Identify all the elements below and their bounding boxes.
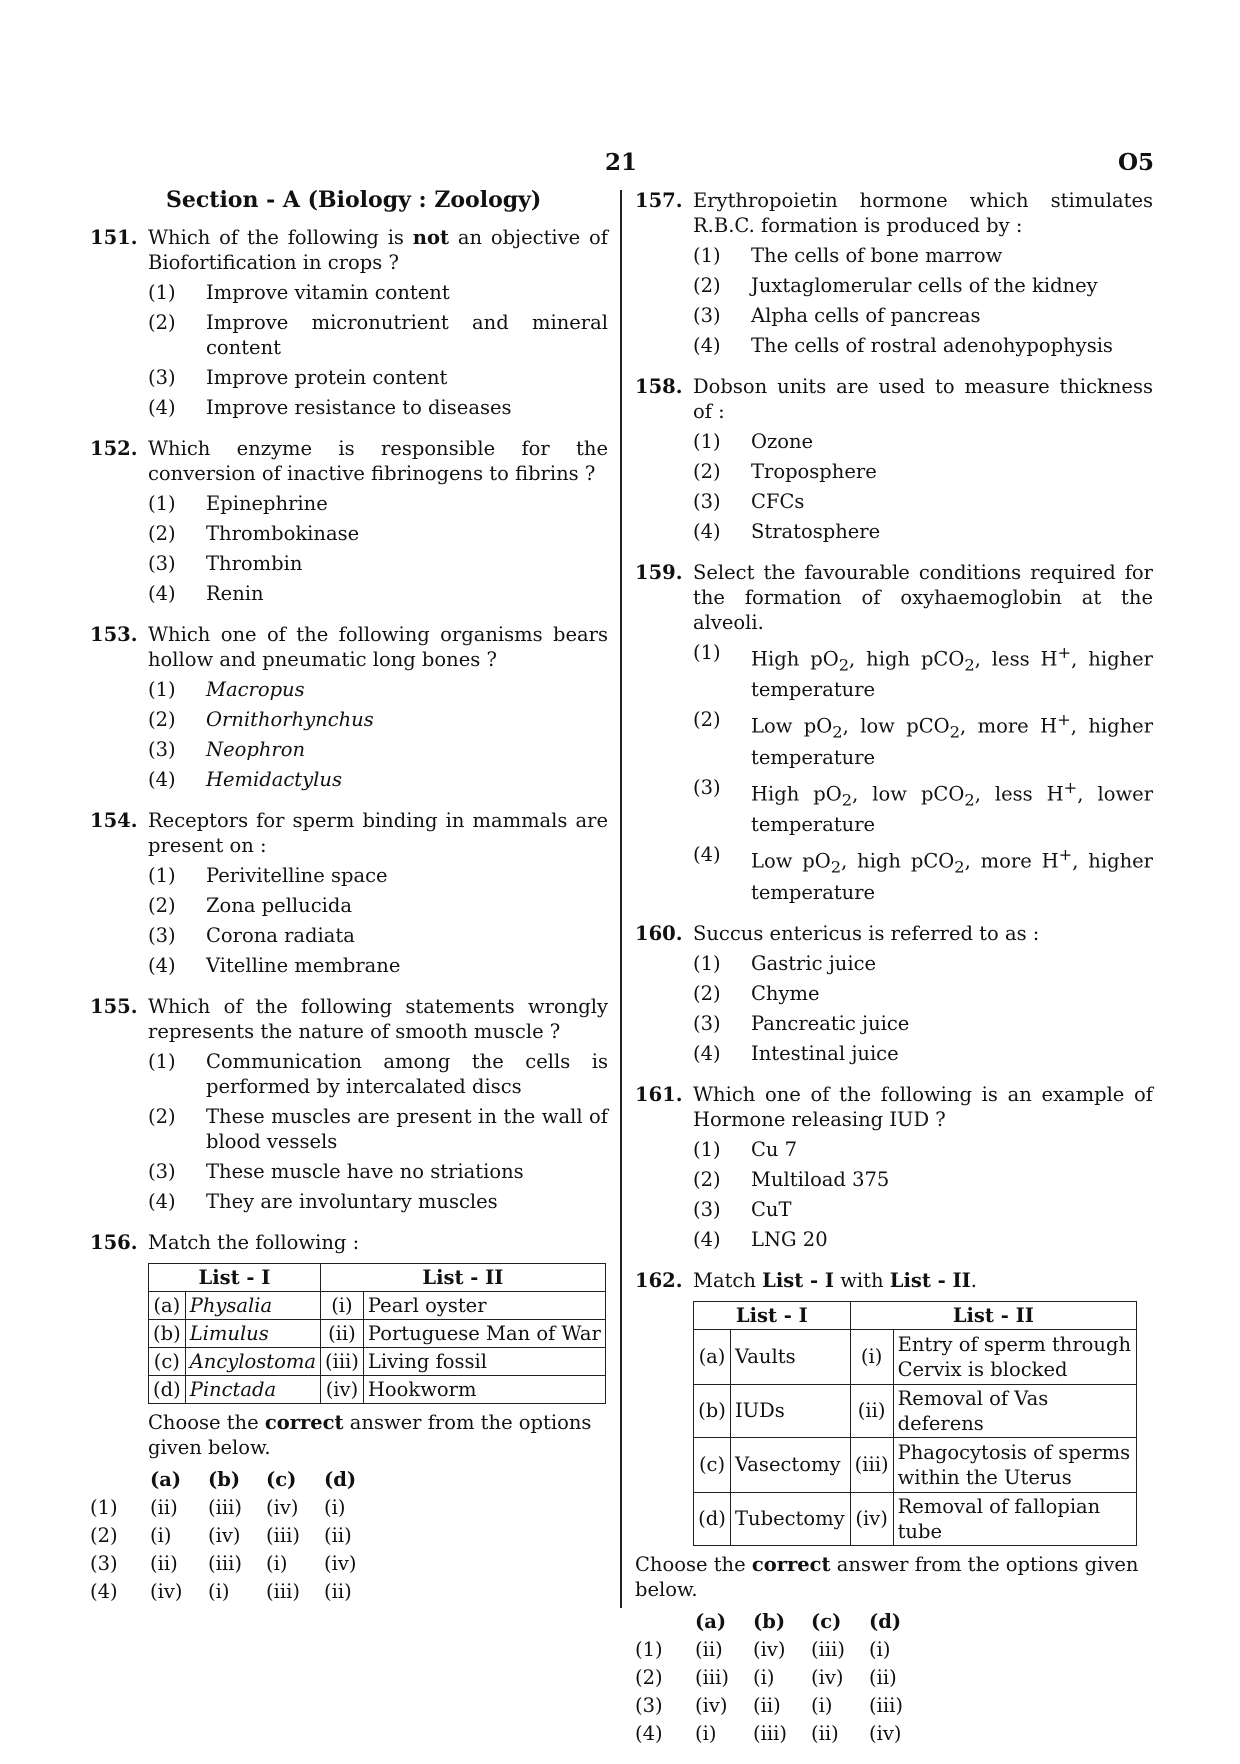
answer-option-2[interactable]: (2) bbox=[635, 1665, 663, 1689]
option-2[interactable]: (2) Zona pellucida bbox=[148, 894, 352, 917]
option-1[interactable]: (1) Ozone bbox=[693, 430, 814, 453]
question-161 bbox=[635, 1082, 1153, 1252]
option-4[interactable]: (4) Hemidactylus bbox=[148, 768, 342, 791]
table-row: (c) Vasectomy (iii) Phagocytosis of sperms within the Uterus bbox=[694, 1437, 1137, 1492]
question-154 bbox=[90, 808, 608, 978]
table-row: (a) Physalia (i) Pearl oyster bbox=[149, 1292, 606, 1320]
option-3[interactable]: (3) Pancreatic juice bbox=[693, 1011, 910, 1035]
question-number: 156. bbox=[90, 1231, 138, 1254]
option-2[interactable]: (2) Thrombokinase bbox=[148, 522, 360, 545]
option-2[interactable]: (2) Juxtaglomerular cells of the kidney bbox=[693, 274, 1098, 297]
question-number: 158. bbox=[635, 375, 683, 398]
question-text: Match the following : bbox=[148, 1231, 360, 1254]
left-column bbox=[90, 188, 608, 1622]
answer-option-3[interactable]: (3) bbox=[90, 1552, 118, 1575]
answer-option-1[interactable]: (1) bbox=[90, 1496, 118, 1519]
option-3[interactable]: (3) These muscle have no striations bbox=[148, 1160, 524, 1183]
table-row: (b) Limulus (ii) Portuguese Man of War bbox=[149, 1320, 606, 1348]
question-number: 153. bbox=[90, 623, 138, 646]
option-4[interactable]: (4) The cells of rostral adenohypophysis bbox=[693, 334, 1113, 357]
page-number: 21 bbox=[605, 149, 638, 176]
list-1-header: List - I bbox=[149, 1264, 321, 1292]
choose-instruction: Choose the correct answer from the options given below. bbox=[635, 1552, 1139, 1601]
option-2[interactable]: (2) These muscles are present in the wall of blood vessels bbox=[148, 1105, 608, 1153]
table-row: (c) Ancylostoma (iii) Living fossil bbox=[149, 1348, 606, 1376]
answer-option-2[interactable]: (2) bbox=[90, 1524, 118, 1547]
question-152 bbox=[90, 436, 608, 606]
option-3[interactable]: (3) Alpha cells of pancreas bbox=[693, 304, 981, 327]
answer-options: (a) (b) (c) (d) (1) (ii) (iii) (iv) (i) (2) (i) (iv) (iii) (ii) (3) (ii) (iii) (i) (iv) (4) (iv) (i) (iii) (ii) bbox=[90, 1466, 608, 1606]
question-number: 162. bbox=[635, 1268, 683, 1292]
table-row: (d) Tubectomy (iv) Removal of fallopian tube bbox=[694, 1492, 1137, 1545]
table-row: (a) Vaults (i) Entry of sperm through Cervix is blocked bbox=[694, 1329, 1137, 1384]
option-1[interactable]: (1) Communication among the cells is performed by intercalated discs bbox=[148, 1050, 608, 1098]
question-text: Which one of the following organisms bears hollow and pneumatic long bones ? bbox=[148, 623, 608, 671]
option-1[interactable]: (1) Perivitelline space bbox=[148, 864, 388, 887]
question-158 bbox=[635, 374, 1153, 544]
paper-code: O5 bbox=[1118, 149, 1155, 176]
option-2[interactable]: (2) Multiload 375 bbox=[693, 1167, 890, 1191]
table-row: (b) IUDs (ii) Removal of Vas deferens bbox=[694, 1384, 1137, 1437]
option-3[interactable]: (3) Thrombin bbox=[148, 552, 303, 575]
list-2-header: List - II bbox=[850, 1301, 1136, 1329]
choose-instruction: Choose the correct answer from the options given below. bbox=[148, 1411, 592, 1459]
option-4[interactable]: (4) Intestinal juice bbox=[693, 1041, 899, 1065]
answer-option-4[interactable]: (4) bbox=[90, 1580, 118, 1603]
option-2[interactable]: (2) Troposphere bbox=[693, 460, 877, 483]
question-number: 160. bbox=[635, 921, 683, 945]
question-159 bbox=[635, 560, 1153, 905]
option-4[interactable]: (4) Renin bbox=[148, 582, 264, 605]
question-number: 154. bbox=[90, 809, 138, 832]
option-4[interactable]: (4) Low $pO_2$, high pCO$_2$, more H+, higher temperature bbox=[693, 843, 1153, 904]
question-text: Which of the following is not an objective of Biofortification in crops ? bbox=[148, 226, 608, 274]
question-number: 159. bbox=[635, 561, 683, 584]
question-text: Which of the following statements wrongly represents the nature of smooth muscle ? bbox=[148, 995, 608, 1043]
question-text: Receptors for sperm binding in mammals are present on : bbox=[148, 809, 608, 857]
question-160 bbox=[635, 921, 1153, 1066]
option-3[interactable]: (3) Improve protein content bbox=[148, 366, 448, 389]
option-1[interactable]: (1) Cu 7 bbox=[693, 1137, 798, 1161]
answer-option-4[interactable]: (4) bbox=[635, 1721, 663, 1745]
option-3[interactable]: (3) CFCs bbox=[693, 490, 805, 513]
question-text: Dobson units are used to measure thickness of : bbox=[693, 375, 1153, 423]
list-1-header: List - I bbox=[694, 1301, 851, 1329]
question-number: 161. bbox=[635, 1082, 683, 1106]
question-156 bbox=[90, 1230, 608, 1606]
option-4[interactable]: (4) Vitelline membrane bbox=[148, 954, 401, 977]
list-2-header: List - II bbox=[320, 1264, 605, 1292]
option-1[interactable]: (1) Gastric juice bbox=[693, 951, 877, 975]
question-text: Match List - I with List - II. bbox=[693, 1268, 977, 1292]
option-2[interactable]: (2) Improve micronutrient and mineral content bbox=[148, 311, 608, 359]
section-title: Section - A (Biology : Zoology) bbox=[166, 187, 542, 213]
question-162 bbox=[635, 1268, 1153, 1748]
match-table bbox=[148, 1263, 606, 1404]
question-text: Select the favourable conditions required for the formation of oxyhaemoglobin at the alveoli. bbox=[693, 561, 1153, 634]
question-text: Erythropoietin hormone which stimulates R.B.C. formation is produced by : bbox=[693, 189, 1153, 237]
question-text: Which one of the following is an example of Hormone releasing IUD ? bbox=[693, 1082, 1153, 1131]
option-3[interactable]: (3) High $pO_2$, low pCO$_2$, less H+, lower temperature bbox=[693, 775, 1154, 837]
option-2[interactable]: (2) Ornithorhynchus bbox=[148, 708, 374, 731]
option-4[interactable]: (4) Improve resistance to diseases bbox=[148, 396, 512, 419]
question-153 bbox=[90, 622, 608, 792]
option-2[interactable]: (2) Chyme bbox=[693, 981, 820, 1005]
option-3[interactable]: (3) Corona radiata bbox=[148, 924, 355, 947]
option-4[interactable]: (4) They are involuntary muscles bbox=[148, 1190, 498, 1213]
question-number: 157. bbox=[635, 189, 683, 212]
option-2[interactable]: (2) Low $pO_2$, low pCO$_2$, more H+, higher temperature bbox=[693, 708, 1154, 769]
question-151 bbox=[90, 225, 608, 420]
option-1[interactable]: (1) Macropus bbox=[148, 678, 305, 701]
question-number: 151. bbox=[90, 226, 138, 249]
question-text: Which enzyme is responsible for the conversion of inactive fibrinogens to fibrins ? bbox=[148, 437, 608, 485]
answer-option-1[interactable]: (1) bbox=[635, 1637, 663, 1661]
option-3[interactable]: (3) Neophron bbox=[148, 738, 306, 761]
option-4[interactable]: (4) Stratosphere bbox=[693, 520, 881, 543]
option-1[interactable]: (1) Improve vitamin content bbox=[148, 281, 450, 304]
answer-option-3[interactable]: (3) bbox=[635, 1693, 663, 1717]
question-157 bbox=[635, 188, 1153, 358]
column-divider bbox=[620, 190, 622, 1608]
match-table bbox=[693, 1301, 1137, 1546]
option-1[interactable]: (1) High $pO_2$, high pCO$_2$, less H+, higher temperature bbox=[693, 641, 1153, 702]
option-3[interactable]: (3) CuT bbox=[693, 1197, 792, 1221]
right-column bbox=[635, 188, 1153, 1764]
table-row: (d) Pinctada (iv) Hookworm bbox=[149, 1376, 606, 1404]
question-number: 155. bbox=[90, 995, 138, 1018]
question-text: Succus entericus is referred to as : bbox=[693, 921, 1040, 945]
question-155 bbox=[90, 994, 608, 1214]
option-1[interactable]: (1) Epinephrine bbox=[148, 492, 328, 515]
answer-options: (a) (b) (c) (d) (1) (ii) (iv) (iii) (i) (2) (iii) (i) (iv) (ii) (3) (iv) (ii) (i) (iii) (4) (i) (iii) (ii) (iv) bbox=[635, 1608, 1153, 1748]
option-4[interactable]: (4) LNG 20 bbox=[693, 1227, 828, 1251]
option-1[interactable]: (1) The cells of bone marrow bbox=[693, 244, 1003, 267]
question-number: 152. bbox=[90, 437, 138, 460]
